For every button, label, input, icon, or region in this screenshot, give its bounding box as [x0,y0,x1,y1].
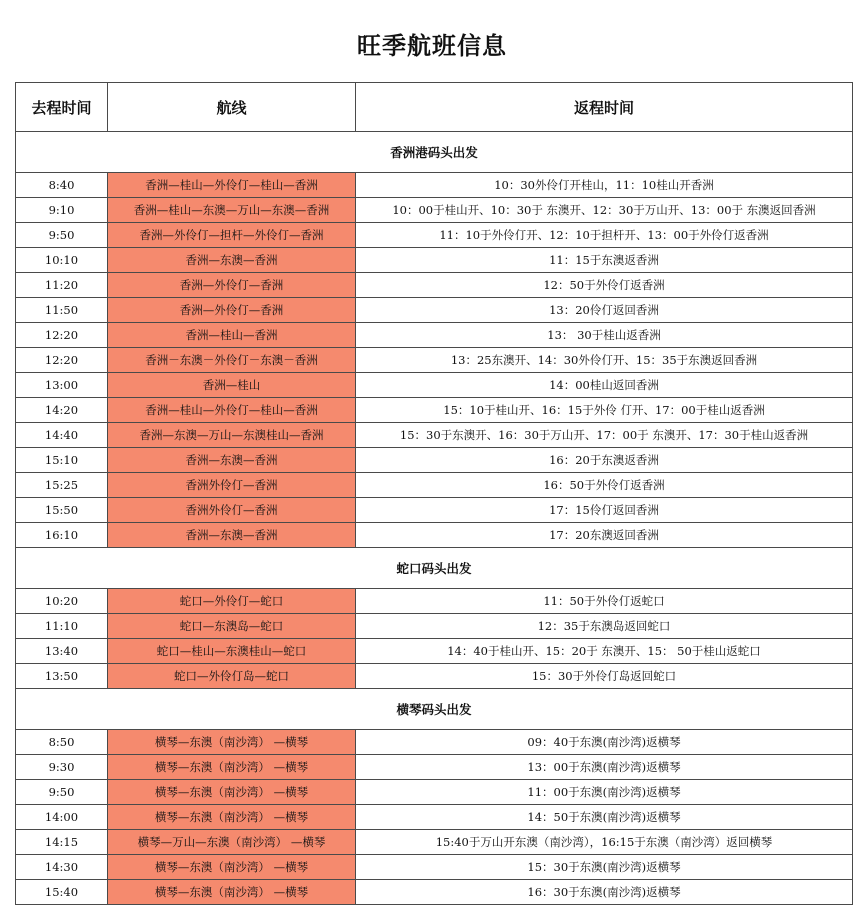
route-cell: 香洲外伶仃—香洲 [108,473,356,498]
depart-time-cell: 15:50 [16,498,108,523]
route-cell: 香洲—桂山—外伶仃—桂山—香洲 [108,398,356,423]
return-time-cell: 11：10于外伶仃开、12：10于担杆开、13：00于外伶仃返香洲 [356,223,853,248]
return-time-cell: 11：50于外伶仃返蛇口 [356,589,853,614]
depart-time-cell: 14:20 [16,398,108,423]
section-header-row [16,132,853,173]
table-row [16,805,853,830]
route-cell: 蛇口—桂山—东澳桂山—蛇口 [108,639,356,664]
section-header-row [16,689,853,730]
section-header-row [16,548,853,589]
return-time-cell: 15:40于万山开东澳（南沙湾），16:15于东澳（南沙湾）返回横琴 [356,830,853,855]
table-row [16,780,853,805]
table-row [16,880,853,905]
depart-time-cell: 11:10 [16,614,108,639]
return-time-cell: 13：20伶仃返回香洲 [356,298,853,323]
table-row [16,173,853,198]
table-row [16,498,853,523]
section-title: 香洲港码头出发 [16,132,853,173]
return-time-cell: 15：30于外伶仃岛返回蛇口 [356,664,853,689]
depart-time-cell: 13:50 [16,664,108,689]
header-return-time: 返程时间 [356,83,853,132]
depart-time-cell: 14:40 [16,423,108,448]
route-cell: 横琴—东澳（南沙湾） —横琴 [108,805,356,830]
depart-time-cell: 13:40 [16,639,108,664]
route-cell: 横琴—东澳（南沙湾） —横琴 [108,730,356,755]
depart-time-cell: 10:10 [16,248,108,273]
depart-time-cell: 14:00 [16,805,108,830]
schedule-table [15,82,853,905]
route-cell: 横琴—万山—东澳（南沙湾） —横琴 [108,830,356,855]
depart-time-cell: 14:15 [16,830,108,855]
table-row [16,223,853,248]
route-cell: 香洲外伶仃—香洲 [108,498,356,523]
table-row [16,373,853,398]
route-cell: 横琴—东澳（南沙湾） —横琴 [108,880,356,905]
depart-time-cell: 15:40 [16,880,108,905]
table-row [16,664,853,689]
return-time-cell: 11：00于东澳(南沙湾)返横琴 [356,780,853,805]
return-time-cell: 10：00于桂山开、10：30于 东澳开、12：30于万山开、13：00于 东澳返回香洲 [356,198,853,223]
route-cell: 香洲—桂山—外伶仃—桂山—香洲 [108,173,356,198]
route-cell: 香洲－东澳－外伶仃－东澳－香洲 [108,348,356,373]
table-row [16,248,853,273]
table-row [16,830,853,855]
depart-time-cell: 9:50 [16,223,108,248]
route-cell: 香洲—东澳—香洲 [108,448,356,473]
route-cell: 香洲—外伶仃—香洲 [108,298,356,323]
route-cell: 香洲—东澳—香洲 [108,523,356,548]
table-row [16,273,853,298]
return-time-cell: 15：30于东澳(南沙湾)返横琴 [356,855,853,880]
route-cell: 横琴—东澳（南沙湾） —横琴 [108,855,356,880]
section-title: 横琴码头出发 [16,689,853,730]
table-row [16,614,853,639]
return-time-cell: 15：30于东澳开、16：30于万山开、17：00于 东澳开、17：30于桂山返香洲 [356,423,853,448]
return-time-cell: 13：25东澳开、14：30外伶仃开、15：35于东澳返回香洲 [356,348,853,373]
depart-time-cell: 8:40 [16,173,108,198]
header-route: 航线 [108,83,356,132]
table-row [16,855,853,880]
table-row [16,523,853,548]
depart-time-cell: 15:10 [16,448,108,473]
return-time-cell: 12：35于东澳岛返回蛇口 [356,614,853,639]
table-row [16,589,853,614]
return-time-cell: 12：50于外伶仃返香洲 [356,273,853,298]
return-time-cell: 13： 30于桂山返香洲 [356,323,853,348]
table-row [16,198,853,223]
route-cell: 横琴—东澳（南沙湾） —横琴 [108,780,356,805]
return-time-cell: 16：50于外伶仃返香洲 [356,473,853,498]
depart-time-cell: 9:30 [16,755,108,780]
table-row [16,298,853,323]
table-row [16,423,853,448]
depart-time-cell: 12:20 [16,323,108,348]
depart-time-cell: 8:50 [16,730,108,755]
return-time-cell: 13：00于东澳(南沙湾)返横琴 [356,755,853,780]
route-cell: 香洲—桂山 [108,373,356,398]
return-time-cell: 14：40于桂山开、15：20于 东澳开、15： 50于桂山返蛇口 [356,639,853,664]
return-time-cell: 16：30于东澳(南沙湾)返横琴 [356,880,853,905]
route-cell: 香洲—东澳—万山—东澳桂山—香洲 [108,423,356,448]
depart-time-cell: 16:10 [16,523,108,548]
section-title: 蛇口码头出发 [16,548,853,589]
return-time-cell: 14：00桂山返回香洲 [356,373,853,398]
page-title: 旺季航班信息 [357,32,507,60]
depart-time-cell: 15:25 [16,473,108,498]
table-row [16,639,853,664]
depart-time-cell: 9:50 [16,780,108,805]
return-time-cell: 14：50于东澳(南沙湾)返横琴 [356,805,853,830]
depart-time-cell: 10:20 [16,589,108,614]
return-time-cell: 09：40于东澳(南沙湾)返横琴 [356,730,853,755]
route-cell: 蛇口—外伶仃—蛇口 [108,589,356,614]
table-row [16,348,853,373]
return-time-cell: 17：20东澳返回香洲 [356,523,853,548]
route-cell: 香洲—桂山—香洲 [108,323,356,348]
return-time-cell: 11：15于东澳返香洲 [356,248,853,273]
route-cell: 蛇口—东澳岛—蛇口 [108,614,356,639]
depart-time-cell: 14:30 [16,855,108,880]
table-row [16,398,853,423]
header-row [16,83,853,132]
table-row [16,448,853,473]
table-row [16,755,853,780]
return-time-cell: 17：15伶仃返回香洲 [356,498,853,523]
route-cell: 香洲—东澳—香洲 [108,248,356,273]
depart-time-cell: 11:50 [16,298,108,323]
return-time-cell: 10：30外伶仃开桂山，11：10桂山开香洲 [356,173,853,198]
table-row [16,473,853,498]
depart-time-cell: 11:20 [16,273,108,298]
return-time-cell: 16：20于东澳返香洲 [356,448,853,473]
route-cell: 横琴—东澳（南沙湾） —横琴 [108,755,356,780]
route-cell: 香洲—外伶仃—香洲 [108,273,356,298]
depart-time-cell: 12:20 [16,348,108,373]
schedule-body [16,132,853,905]
route-cell: 香洲—外伶仃—担杆—外伶仃—香洲 [108,223,356,248]
route-cell: 蛇口—外伶仃岛—蛇口 [108,664,356,689]
depart-time-cell: 9:10 [16,198,108,223]
depart-time-cell: 13:00 [16,373,108,398]
route-cell: 香洲—桂山—东澳—万山—东澳—香洲 [108,198,356,223]
table-row [16,323,853,348]
header-depart-time: 去程时间 [16,83,108,132]
table-row [16,730,853,755]
return-time-cell: 15：10于桂山开、16：15于外伶 仃开、17：00于桂山返香洲 [356,398,853,423]
